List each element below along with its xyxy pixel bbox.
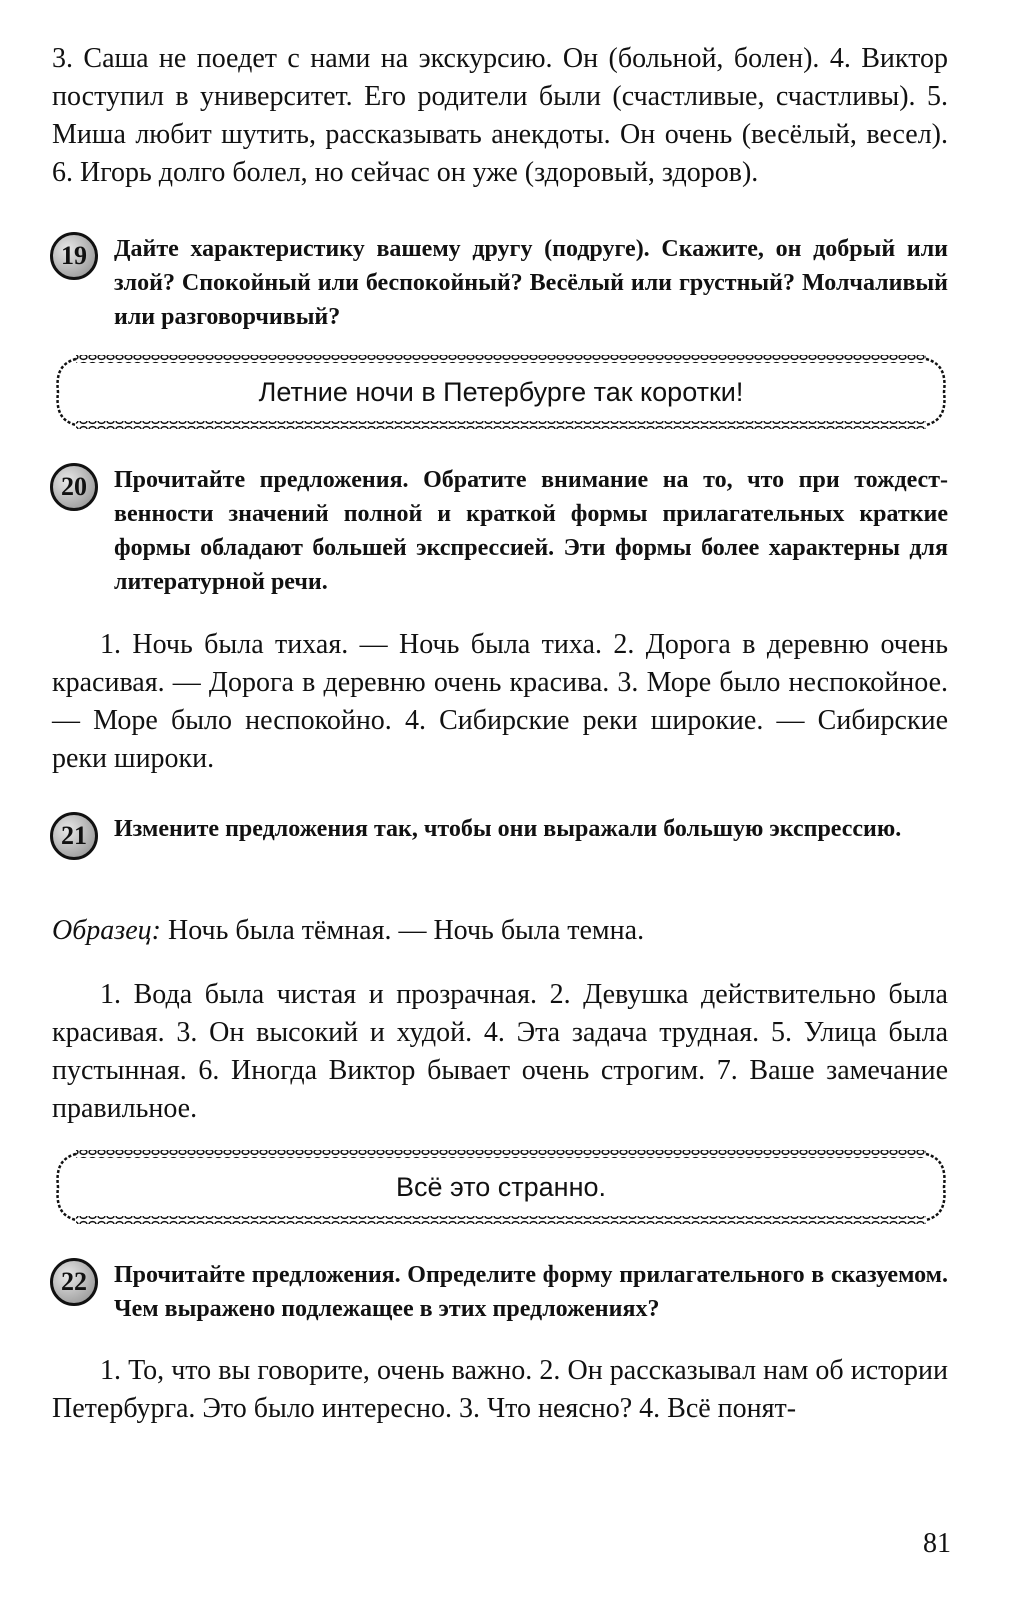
task-instruction: Прочитайте предложения. Обратите внимание на то, что при тождественности значений полной и краткой формы прилагательных краткие формы обладают большей экспрессией. Эти формы более характерны для литературной речи. [114, 467, 948, 595]
task-number: 22 [61, 1267, 87, 1296]
section-title: Всё это странно. [395, 1171, 607, 1202]
intro-text: 3. Саша не поедет с нами на экскурсию. Он (больной, болен). 4. Виктор поступил в университет. Его родители были (счастливые, счастливы). 5. Миша любит шутить, рассказывать анекдоты. Он очень (весёлый, весел). 6. Игорь долго болел, но сейчас он уже (здоровый, здоров). [52, 43, 948, 188]
task-number-badge [50, 232, 98, 280]
sentences-text: 1. Вода была чистая и прозрачная. 2. Девушка действительно была красивая. 3. Он высокий и худой. 4. Эта задача трудная. 5. Улица была пустынная. 6. Иногда Виктор бывает очень строгим. 7. Ваше замечание правильное. [52, 979, 948, 1124]
section-title: Летние ночи в Петербурге так коротки! [258, 376, 744, 407]
task-instruction: Дайте характеристику вашему другу (подруге). Скажите, он добрый или злой? Спокойный или беспокойный? Весёлый или грустный? Молчаливый или разговорчивый? [114, 236, 948, 330]
task-22 [50, 1258, 950, 1330]
example-text: Ночь была тёмная. — Ночь была темна. [167, 915, 645, 946]
task-number-badge [50, 1258, 98, 1306]
task-number-badge [50, 463, 98, 511]
task-21 [50, 812, 950, 884]
task-21-sentences [52, 976, 948, 1128]
intro-paragraph [52, 40, 948, 192]
page-number: 81 [923, 1528, 951, 1559]
task-19 [50, 232, 950, 342]
task-instruction: Прочитайте предложения. Определите форму прилагательного в сказуемом. Чем выражено подлежащее в этих предложениях? [114, 1262, 948, 1322]
task-20 [50, 463, 950, 603]
section-title-frame [52, 353, 950, 431]
sentences-text: 1. То, что вы говорите, очень важно. 2. Он рассказывал нам об истории Петербурга. Это было интересно. 3. Что неясно? 4. Всё понят- [52, 1355, 948, 1424]
task-20-sentences [52, 626, 948, 778]
task-instruction: Измените предложения так, чтобы они выражали большую экспрессию. [114, 816, 902, 842]
task-22-sentences [52, 1352, 948, 1428]
task-number: 20 [61, 472, 87, 501]
example-label: Образец: [52, 915, 161, 946]
task-number: 19 [61, 241, 87, 270]
sentences-text: 1. Ночь была тихая. — Ночь была тиха. 2. Дорога в деревню очень красивая. — Дорога в деревню очень красива. 3. Море было неспокойное. — Море было неспокойно. 4. Сибирские реки широкие. — Сибирские реки широки. [52, 629, 948, 774]
task-number-badge [50, 812, 98, 860]
task-number: 21 [61, 821, 87, 850]
example-line [52, 912, 948, 950]
section-title-frame [52, 1148, 950, 1226]
